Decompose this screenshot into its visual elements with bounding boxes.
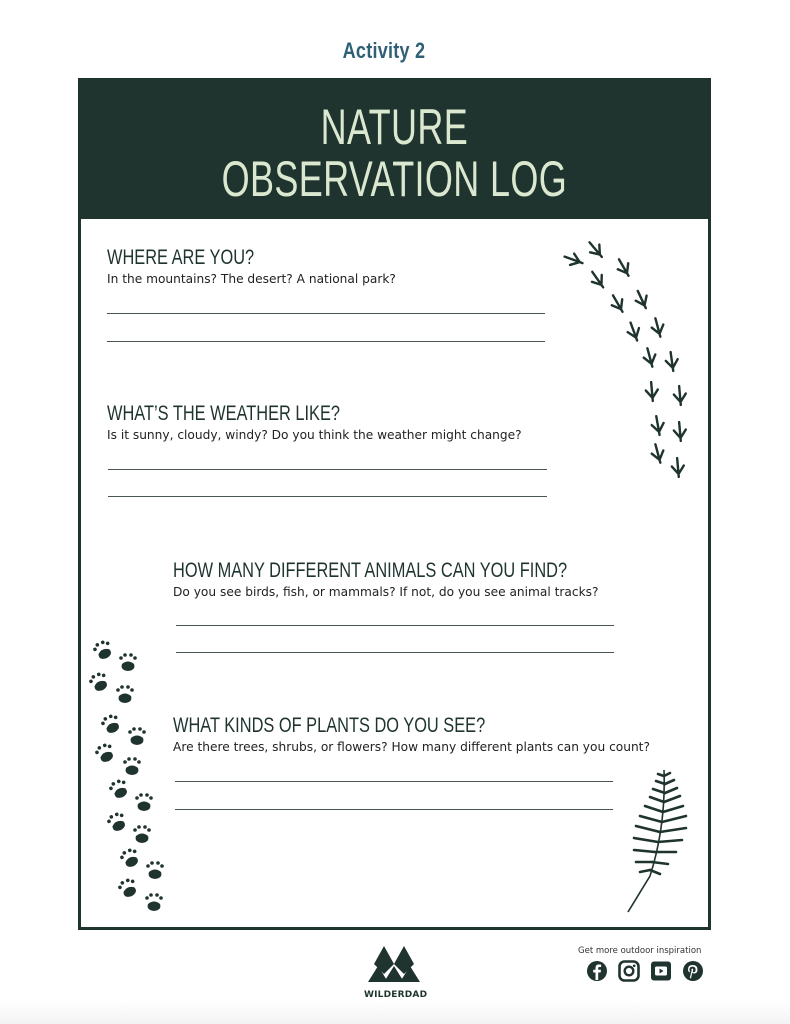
activity-label: Activity 2	[342, 38, 426, 63]
question-prompt: Do you see birds, fish, or mammals? If not, do you see animal tracks?	[173, 585, 599, 599]
title-line-1: NATURE	[320, 99, 469, 155]
question-prompt: Are there trees, shrubs, or flowers? How many different plants can you count?	[173, 740, 650, 754]
answer-line[interactable]	[175, 781, 613, 782]
answer-line[interactable]	[107, 313, 545, 314]
answer-line[interactable]	[175, 809, 613, 810]
wilderdad-logo[interactable]	[364, 944, 428, 1000]
answer-line[interactable]	[108, 469, 547, 470]
inspiration-text: Get more outdoor inspiration	[578, 946, 702, 956]
bird-tracks-icon	[558, 236, 698, 481]
title-banner	[81, 81, 708, 219]
mountain-logo-icon	[364, 944, 424, 984]
page-bottom-edge	[0, 1000, 790, 1024]
section-plants	[173, 714, 650, 754]
answer-line[interactable]	[108, 496, 547, 497]
question-heading: WHAT’S THE WEATHER LIKE?	[107, 402, 341, 425]
section-weather	[107, 402, 522, 442]
instagram-icon[interactable]	[618, 960, 640, 982]
youtube-icon[interactable]	[650, 960, 672, 982]
paw-prints-icon	[86, 636, 176, 916]
brand-name: WILDERDAD	[364, 990, 428, 1000]
section-where	[107, 246, 396, 286]
section-animals	[173, 559, 678, 599]
answer-line[interactable]	[176, 625, 614, 626]
question-prompt: Is it sunny, cloudy, windy? Do you think the weather might change?	[107, 428, 522, 442]
fern-leaf-icon	[620, 766, 700, 916]
answer-line[interactable]	[176, 652, 614, 653]
answer-line[interactable]	[107, 341, 545, 342]
question-heading: WHERE ARE YOU?	[107, 246, 255, 269]
question-heading: HOW MANY DIFFERENT ANIMALS CAN YOU FIND?	[173, 559, 568, 582]
question-prompt: In the mountains? The desert? A national park?	[107, 272, 396, 286]
title-line-2: OBSERVATION LOG	[221, 151, 568, 207]
pinterest-icon[interactable]	[682, 960, 704, 982]
facebook-icon[interactable]	[586, 960, 608, 982]
question-heading: WHAT KINDS OF PLANTS DO YOU SEE?	[173, 714, 486, 737]
